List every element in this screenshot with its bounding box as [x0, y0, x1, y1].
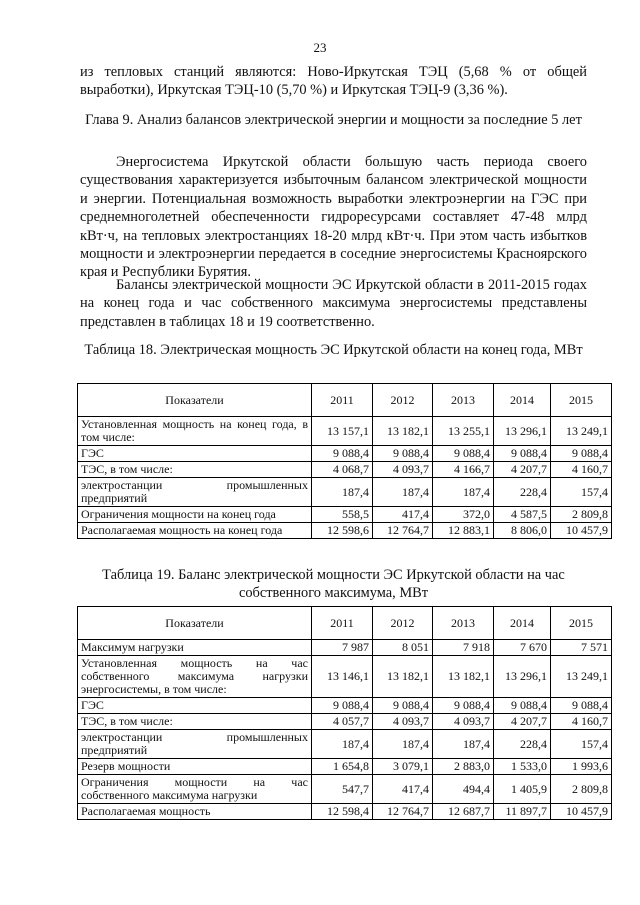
cell-value: 1 654,8: [312, 759, 373, 775]
cell-value: 7 670: [494, 640, 551, 656]
cell-value: 9 088,4: [373, 698, 433, 714]
row-label: Установленная мощность на час собственного максимума нагрузки энергосистемы, в том числе:: [78, 656, 312, 698]
header-cell: 2011: [312, 607, 373, 640]
cell-value: 13 255,1: [433, 417, 494, 446]
cell-value: 4 207,7: [494, 462, 551, 478]
row-label: ГЭС: [78, 698, 312, 714]
header-cell: 2013: [433, 384, 494, 417]
header-cell: 2012: [373, 384, 433, 417]
row-label: Ограничения мощности на час собственного максимума нагрузки: [78, 775, 312, 804]
cell-value: 4 057,7: [312, 714, 373, 730]
cell-value: 4 160,7: [551, 714, 612, 730]
table-row: [78, 446, 612, 462]
row-label: Максимум нагрузки: [78, 640, 312, 656]
table-row: [78, 775, 612, 804]
cell-value: 12 764,7: [373, 523, 433, 539]
cell-value: 4 093,7: [433, 714, 494, 730]
cell-value: 8 806,0: [494, 523, 551, 539]
table-row: [78, 730, 612, 759]
table-row: [78, 698, 612, 714]
cell-value: 4 587,5: [494, 507, 551, 523]
cell-value: 13 296,1: [494, 417, 551, 446]
row-label: Располагаемая мощность на конец года: [78, 523, 312, 539]
cell-value: 157,4: [551, 730, 612, 759]
table-19: [77, 606, 612, 820]
table-18-caption: Таблица 18. Электрическая мощность ЭС Иркутской области на конец года, МВт: [84, 342, 583, 358]
cell-value: 7 571: [551, 640, 612, 656]
table-row: [78, 507, 612, 523]
header-cell: Показатели: [78, 384, 312, 417]
cell-value: 9 088,4: [433, 698, 494, 714]
chapter-heading: Глава 9. Анализ балансов электрической энергии и мощности за последние 5 лет: [85, 112, 582, 128]
header-cell: 2012: [373, 607, 433, 640]
cell-value: 4 160,7: [551, 462, 612, 478]
cell-value: 4 093,7: [373, 462, 433, 478]
table-row: [78, 656, 612, 698]
cell-value: 8 051: [373, 640, 433, 656]
cell-value: 9 088,4: [494, 446, 551, 462]
table-row: [78, 640, 612, 656]
paragraph-balances: Балансы электрической мощности ЭС Иркутской области в 2011-2015 годах на конец года и час собственного максимума энергосистемы представлены представлен в таблицах 18 и 19 соответственно.: [80, 277, 587, 330]
cell-value: 13 182,1: [373, 656, 433, 698]
header-cell: 2014: [494, 384, 551, 417]
cell-value: 187,4: [433, 478, 494, 507]
cell-value: 10 457,9: [551, 523, 612, 539]
cell-value: 157,4: [551, 478, 612, 507]
row-label: Располагаемая мощность: [78, 804, 312, 820]
paragraph-intro: из тепловых станций являются: Ново-Иркутская ТЭЦ (5,68 % от общей выработки), Иркутская ТЭЦ-10 (5,70 %) и Иркутская ТЭЦ-9 (3,36 %).: [80, 64, 587, 99]
cell-value: 13 249,1: [551, 656, 612, 698]
cell-value: 12 883,1: [433, 523, 494, 539]
cell-value: 11 897,7: [494, 804, 551, 820]
row-label: ГЭС: [78, 446, 312, 462]
cell-value: 9 088,4: [312, 698, 373, 714]
cell-value: 4 068,7: [312, 462, 373, 478]
table-row: [78, 478, 612, 507]
cell-value: 228,4: [494, 730, 551, 759]
cell-value: 13 249,1: [551, 417, 612, 446]
cell-value: 13 182,1: [373, 417, 433, 446]
cell-value: 417,4: [373, 507, 433, 523]
row-label: электростанции промышленных предприятий: [78, 730, 312, 759]
row-label: ТЭС, в том числе:: [78, 714, 312, 730]
paragraph-energy-system: Энергосистема Иркутской области большую часть периода своего существования характеризуется избыточным балансом электрической мощности и энергии. Потенциальная возможность выработки электроэнергии на ГЭС при среднемноголетней обеспеченности гидроресурсами составляет 47-48 млрд кВт·ч, на тепловых электростанциях 18-20 млрд кВт·ч. При этом часть избытков мощности и электроэнергии передается в соседние энергосистемы Красноярского края и Республики Бурятия.: [80, 154, 587, 281]
cell-value: 4 093,7: [373, 714, 433, 730]
header-cell: 2015: [551, 384, 612, 417]
cell-value: 9 088,4: [551, 446, 612, 462]
cell-value: 494,4: [433, 775, 494, 804]
row-label: Резерв мощности: [78, 759, 312, 775]
row-label: Ограничения мощности на конец года: [78, 507, 312, 523]
table-row: [78, 523, 612, 539]
cell-value: 12 598,4: [312, 804, 373, 820]
cell-value: 372,0: [433, 507, 494, 523]
row-label: ТЭС, в том числе:: [78, 462, 312, 478]
cell-value: 12 764,7: [373, 804, 433, 820]
cell-value: 10 457,9: [551, 804, 612, 820]
cell-value: 9 088,4: [312, 446, 373, 462]
cell-value: 7 918: [433, 640, 494, 656]
cell-value: 3 079,1: [373, 759, 433, 775]
cell-value: 417,4: [373, 775, 433, 804]
cell-value: 2 883,0: [433, 759, 494, 775]
table-row: [78, 759, 612, 775]
cell-value: 9 088,4: [551, 698, 612, 714]
table-row: [78, 714, 612, 730]
header-cell: Показатели: [78, 607, 312, 640]
table-row: [78, 462, 612, 478]
table-header-row: [78, 607, 612, 640]
cell-value: 13 182,1: [433, 656, 494, 698]
row-label: Установленная мощность на конец года, в том числе:: [78, 417, 312, 446]
cell-value: 4 166,7: [433, 462, 494, 478]
cell-value: 2 809,8: [551, 507, 612, 523]
cell-value: 7 987: [312, 640, 373, 656]
cell-value: 9 088,4: [433, 446, 494, 462]
table-row: [78, 804, 612, 820]
cell-value: 4 207,7: [494, 714, 551, 730]
cell-value: 228,4: [494, 478, 551, 507]
table-row: [78, 417, 612, 446]
cell-value: 9 088,4: [373, 446, 433, 462]
cell-value: 2 809,8: [551, 775, 612, 804]
cell-value: 13 296,1: [494, 656, 551, 698]
table-19-caption: Таблица 19. Баланс электрической мощности ЭС Иркутской области на час собственного максимума, МВт: [102, 567, 565, 602]
cell-value: 187,4: [373, 730, 433, 759]
cell-value: 187,4: [373, 478, 433, 507]
table-header-row: [78, 384, 612, 417]
cell-value: 13 157,1: [312, 417, 373, 446]
header-cell: 2013: [433, 607, 494, 640]
cell-value: 187,4: [433, 730, 494, 759]
table-18: [77, 383, 612, 539]
cell-value: 187,4: [312, 478, 373, 507]
header-cell: 2011: [312, 384, 373, 417]
header-cell: 2015: [551, 607, 612, 640]
cell-value: 1 533,0: [494, 759, 551, 775]
cell-value: 9 088,4: [494, 698, 551, 714]
cell-value: 547,7: [312, 775, 373, 804]
cell-value: 12 687,7: [433, 804, 494, 820]
cell-value: 1 405,9: [494, 775, 551, 804]
cell-value: 187,4: [312, 730, 373, 759]
cell-value: 1 993,6: [551, 759, 612, 775]
row-label: электростанции промышленных предприятий: [78, 478, 312, 507]
cell-value: 12 598,6: [312, 523, 373, 539]
cell-value: 13 146,1: [312, 656, 373, 698]
cell-value: 558,5: [312, 507, 373, 523]
page-number: 23: [313, 40, 327, 55]
header-cell: 2014: [494, 607, 551, 640]
